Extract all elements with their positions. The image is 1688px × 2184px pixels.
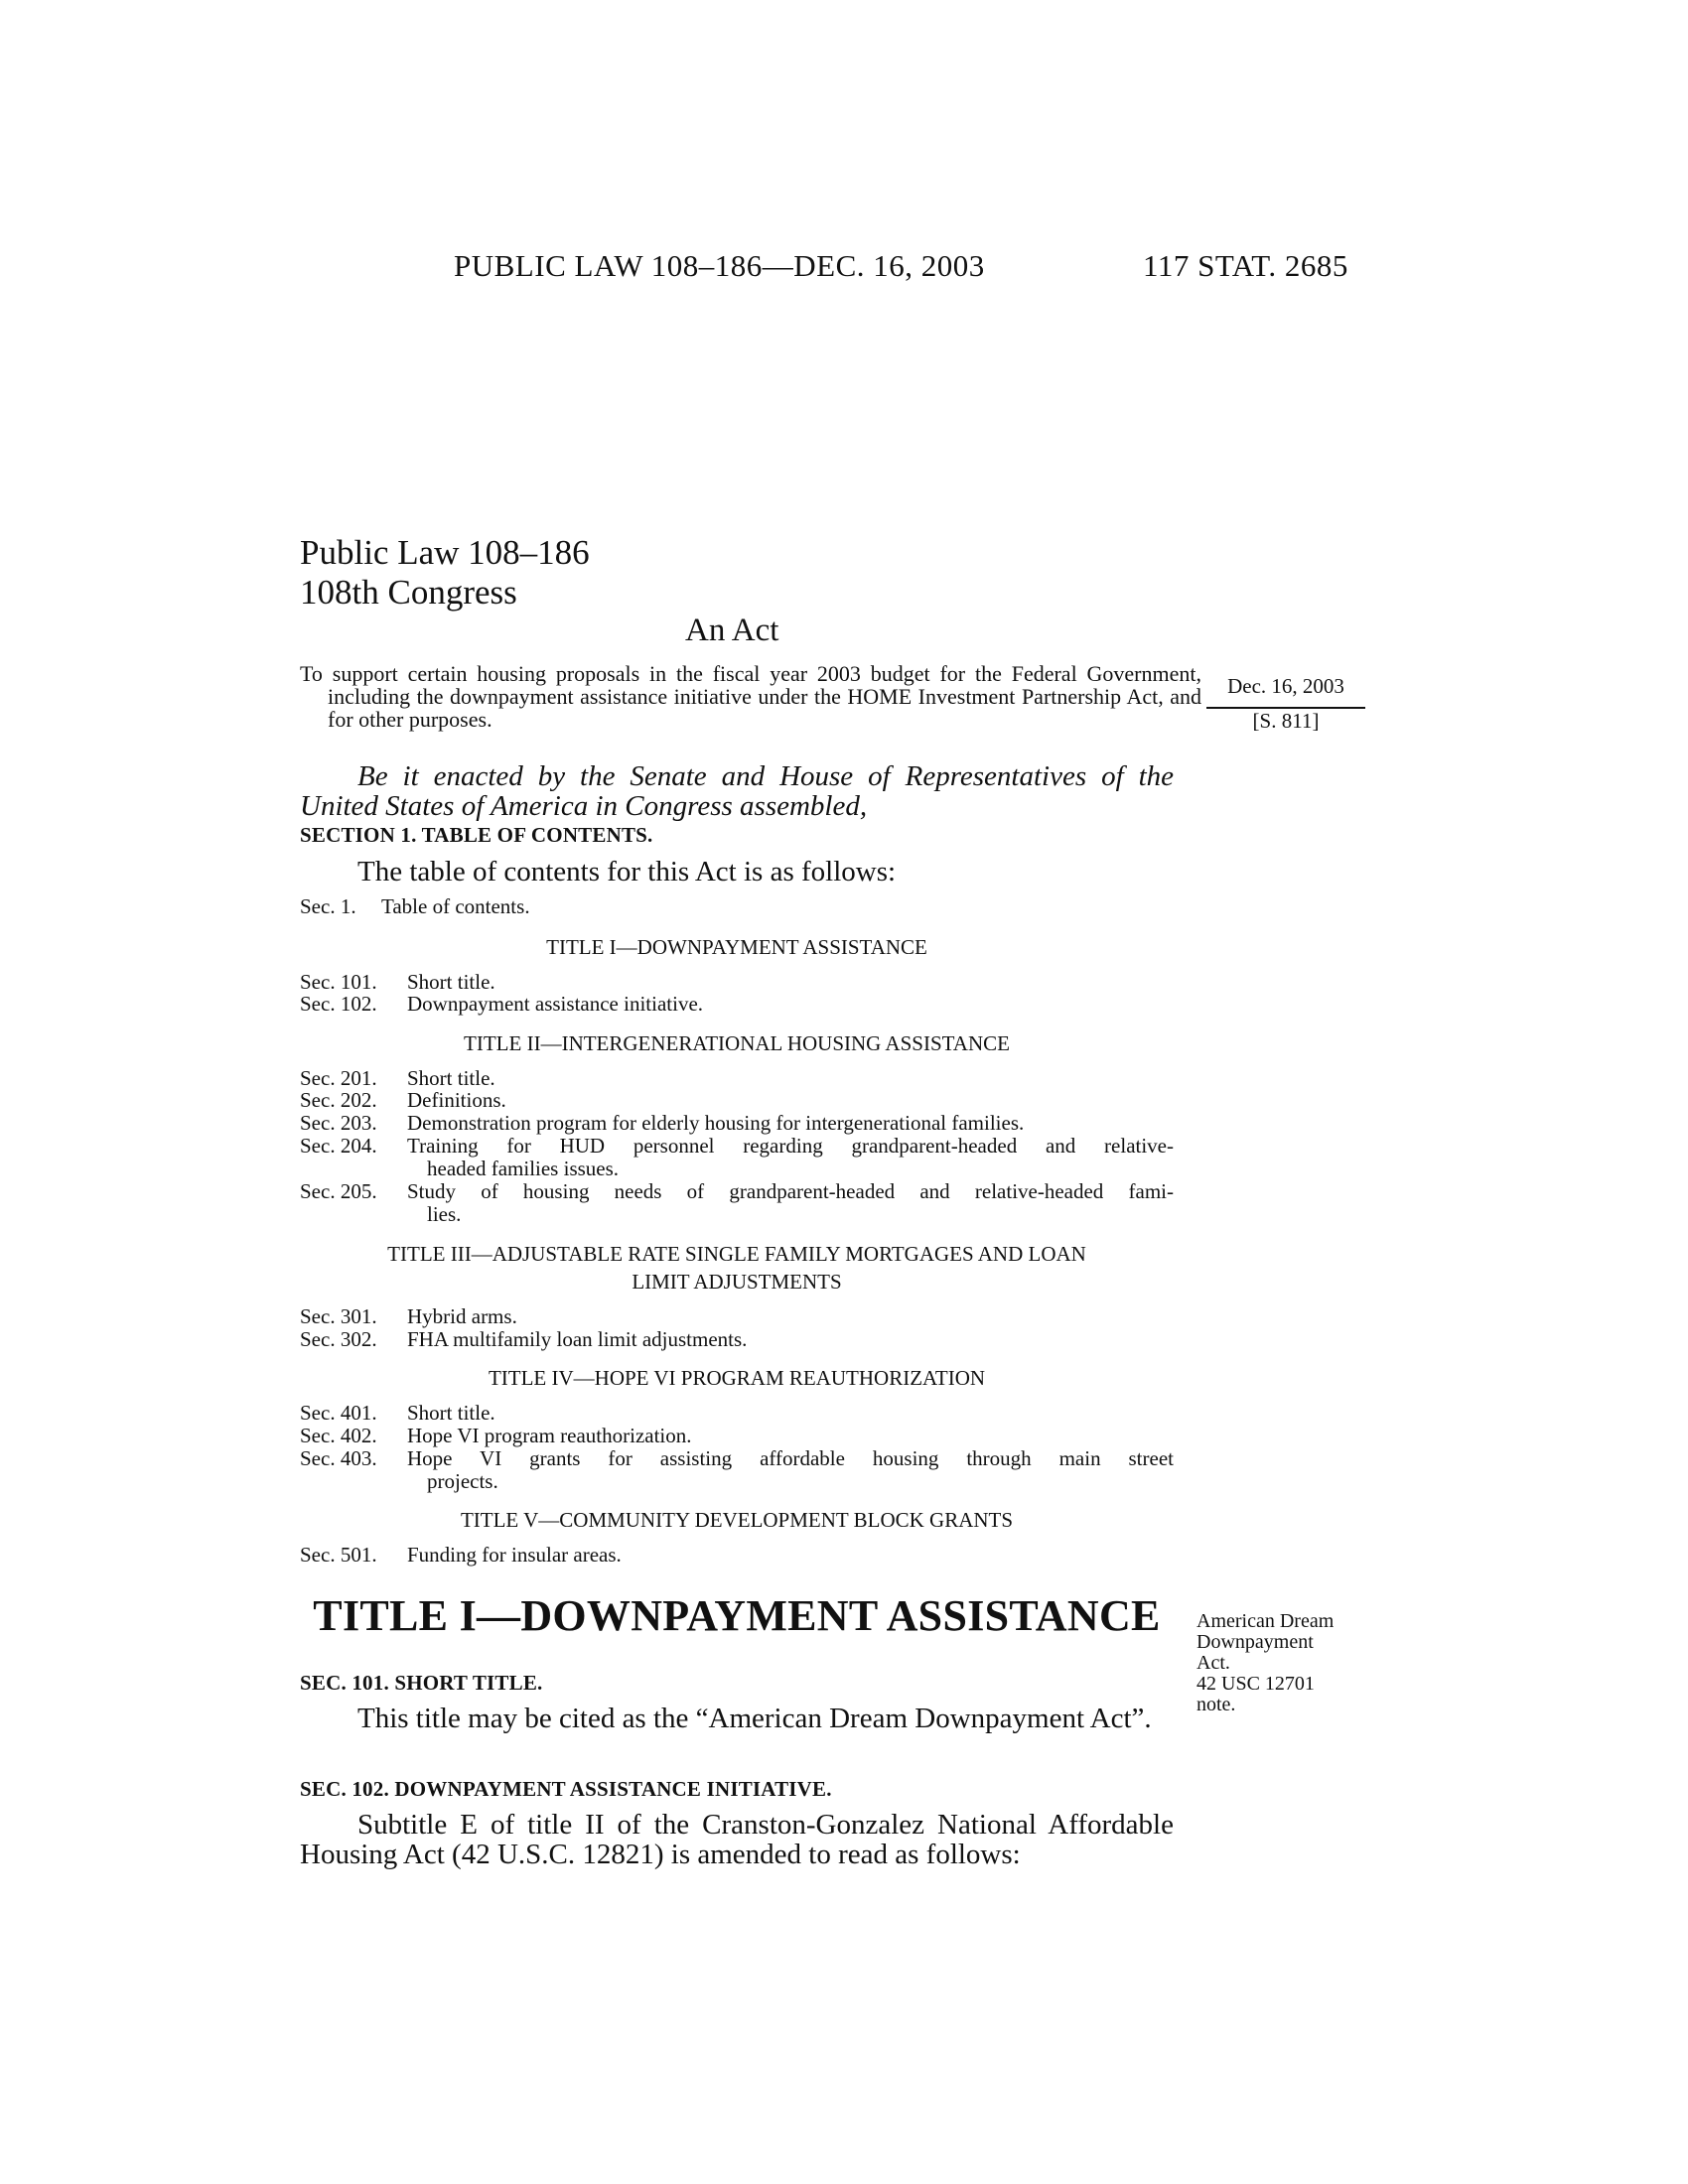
toc-title-heading: TITLE V—COMMUNITY DEVELOPMENT BLOCK GRANTS [460, 1508, 1014, 1532]
toc-sec-number: Sec. 101. [300, 970, 377, 994]
toc-sec-title: Training for HUD personnel regarding grandparent-headed and relative- [407, 1134, 1174, 1158]
toc-sec-number: Sec. 102. [300, 992, 377, 1016]
toc-sec-number: Sec. 201. [300, 1066, 377, 1090]
toc-sec-title: Downpayment assistance initiative. [407, 992, 704, 1016]
section-102-text: Subtitle E of title II of the Cranston-Gonzalez National Affordable Housing Act (42 U.S.C. 12821) is amended to read as follows: [300, 1809, 1174, 1870]
toc-sec-number: Sec. 202. [300, 1088, 377, 1112]
toc-sec-number: Sec. 1. [300, 894, 356, 918]
side-note-line: Downpayment [1196, 1631, 1314, 1653]
toc-title-heading: TITLE I—DOWNPAYMENT ASSISTANCE [546, 935, 927, 959]
toc-sec-title: Short title. [407, 970, 495, 994]
toc-title-heading: TITLE IV—HOPE VI PROGRAM REAUTHORIZATION [488, 1366, 986, 1390]
margin-bill-number: [S. 811] [1252, 709, 1320, 733]
toc-sec-title: Table of contents. [381, 894, 530, 918]
enacting-clause: Be it enacted by the Senate and House of Representatives of the United States of America in Congress assembled, [300, 760, 1174, 822]
running-header-page: 117 STAT. 2685 [1143, 248, 1348, 283]
side-note-line: American Dream [1196, 1610, 1335, 1632]
toc-sec-title: Hybrid arms. [407, 1304, 517, 1328]
toc-sec-title-continued: lies. [427, 1202, 462, 1226]
section-1-intro: The table of contents for this Act is as follows: [357, 856, 897, 887]
section-1-heading: SECTION 1. TABLE OF CONTENTS. [300, 823, 653, 847]
public-law-number: Public Law 108–186 [300, 533, 590, 572]
toc-sec-number: Sec. 205. [300, 1179, 377, 1203]
toc-title-heading: TITLE III—ADJUSTABLE RATE SINGLE FAMILY MORTGAGES AND LOAN [387, 1242, 1086, 1266]
toc-sec-number: Sec. 501. [300, 1543, 377, 1567]
toc-sec-title: Funding for insular areas. [407, 1543, 622, 1567]
toc-sec-number: Sec. 401. [300, 1401, 377, 1425]
table-of-contents [300, 0, 1174, 1588]
an-act-heading: An Act [685, 613, 779, 648]
act-purpose: To support certain housing proposals in the fiscal year 2003 budget for the Federal Government, including the downpayment assistance initiative under the HOME Investment Partnership Act, and for other purposes. [300, 661, 1201, 732]
margin-side-note [1196, 1611, 1375, 1715]
toc-sec-title-continued: projects. [427, 1469, 498, 1493]
side-note-line: 42 USC 12701 [1196, 1673, 1315, 1695]
toc-sec-title: Short title. [407, 1066, 495, 1090]
side-note-line: note. [1196, 1694, 1236, 1715]
toc-sec-number: Sec. 204. [300, 1134, 377, 1158]
margin-date: Dec. 16, 2003 [1227, 674, 1344, 698]
side-note-line: Act. [1196, 1652, 1230, 1674]
toc-sec-title: Hope VI program reauthorization. [407, 1424, 692, 1447]
running-header-left: PUBLIC LAW 108–186—DEC. 16, 2003 [454, 248, 985, 283]
toc-title-heading-continued: LIMIT ADJUSTMENTS [632, 1270, 842, 1294]
toc-sec-title: Study of housing needs of grandparent-headed and relative-headed fami- [407, 1179, 1174, 1203]
toc-title-heading: TITLE II—INTERGENERATIONAL HOUSING ASSISTANCE [464, 1031, 1010, 1055]
toc-sec-number: Sec. 203. [300, 1111, 377, 1135]
toc-sec-title: FHA multifamily loan limit adjustments. [407, 1327, 748, 1351]
section-101-heading: SEC. 101. SHORT TITLE. [300, 1671, 543, 1695]
title-1-heading: TITLE I—DOWNPAYMENT ASSISTANCE [313, 1591, 1161, 1640]
toc-sec-title: Hope VI grants for assisting affordable housing through main street [407, 1446, 1174, 1470]
section-101-text: This title may be cited as the “American Dream Downpayment Act”. [357, 1703, 1152, 1734]
toc-sec-title: Definitions. [407, 1088, 506, 1112]
toc-sec-number: Sec. 302. [300, 1327, 377, 1351]
congress-label: 108th Congress [300, 573, 517, 612]
section-102-heading: SEC. 102. DOWNPAYMENT ASSISTANCE INITIATIVE. [300, 1777, 832, 1801]
toc-sec-number: Sec. 301. [300, 1304, 377, 1328]
toc-sec-title: Short title. [407, 1401, 495, 1425]
toc-sec-number: Sec. 403. [300, 1446, 377, 1470]
toc-sec-number: Sec. 402. [300, 1424, 377, 1447]
toc-sec-title-continued: headed families issues. [427, 1157, 620, 1180]
toc-sec-title: Demonstration program for elderly housing for intergenerational families. [407, 1111, 1025, 1135]
